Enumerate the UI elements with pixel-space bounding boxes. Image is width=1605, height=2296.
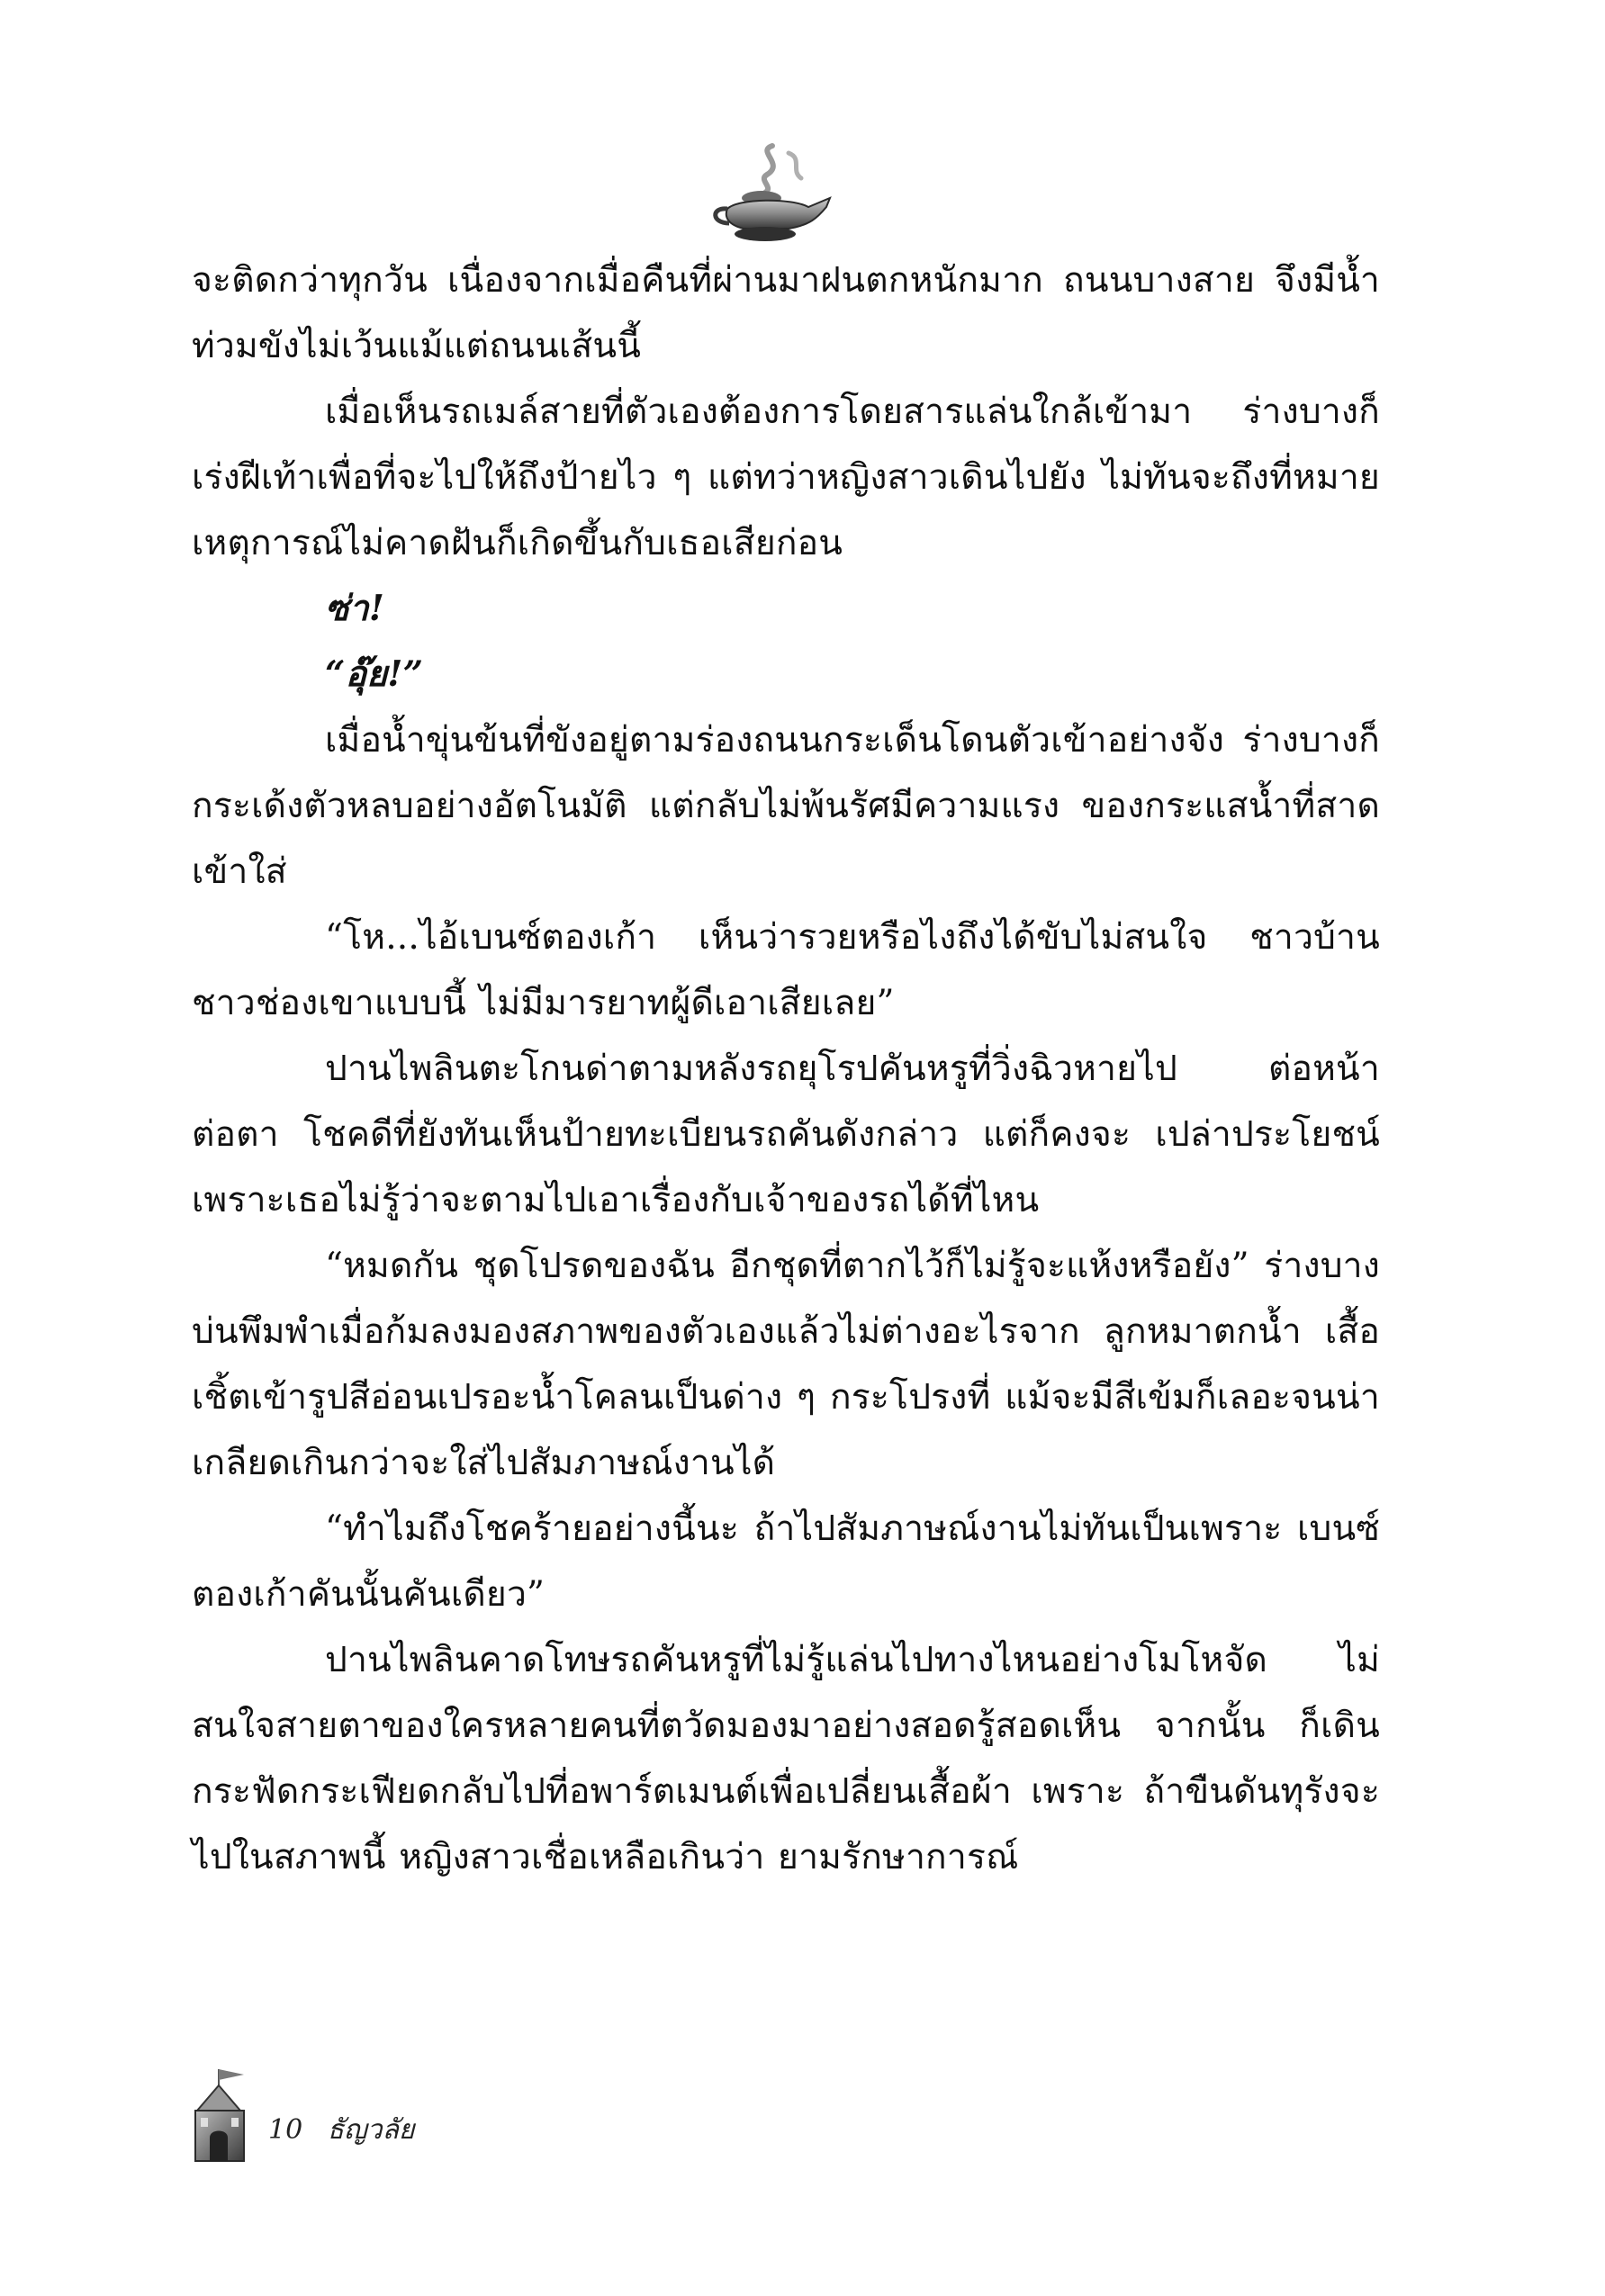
chapter-body [192,248,1380,1890]
lamp-icon [702,135,837,248]
page-number: 10 [268,2114,303,2146]
paragraph: เมื่อน้ำขุ่นข้นที่ขังอยู่ตามร่องถนนกระเด็นโดนตัวเข้าอย่างจัง ร่างบางก็กระเด้งตัวหลบอย่างอัตโนมัติ แต่กลับไม่พ้นรัศมีความแรง ของกระแสน้ำที่สาดเข้าใส่ [192,720,1380,892]
exclamation-line: “อุ๊ย!” [325,653,424,695]
sound-effect-line: ซ่า! [325,588,385,629]
page-footer [192,2066,552,2165]
paragraph: ปานไพลินคาดโทษรถคันหรูที่ไม่รู้แล่นไปทางไหนอย่างโมโหจัด ไม่สนใจสายตาของใครหลายคนที่ตวัดมองมาอย่างสอดรู้สอดเห็น จากนั้น ก็เดินกระฟัดกระเฟียดกลับไปที่อพาร์ตเมนต์เพื่อเปลี่ยนเสื้อผ้า เพราะ ถ้าขืนดันทุรังจะไปในสภาพนี้ หญิงสาวเชื่อเหลือเกินว่า ยามรักษาการณ์ [192,1640,1380,1877]
dialogue-paragraph: “ทำไมถึงโชคร้ายอย่างนี้นะ ถ้าไปสัมภาษณ์งานไม่ทันเป็นเพราะ เบนซ์ตองเก้าคันนั้นคันเดียว” [192,1508,1380,1615]
paragraph: ปานไพลินตะโกนด่าตามหลังรถยุโรปคันหรูที่วิ่งฉิวหายไป ต่อหน้าต่อตา โชคดีที่ยังทันเห็นป้ายทะเบียนรถคันดังกล่าว แต่ก็คงจะ เปล่าประโยชน์ เพราะเธอไม่รู้ว่าจะตามไปเอาเรื่องกับเจ้าของรถได้ที่ไหน [192,1049,1380,1220]
castle-icon [192,2066,264,2165]
footer-caption [268,2109,430,2151]
dialogue-paragraph: “โห...ไอ้เบนซ์ตองเก้า เห็นว่ารวยหรือไงถึงได้ขับไม่สนใจ ชาวบ้านชาวช่องเขาแบบนี้ ไม่มีมารยาทผู้ดีเอาเสียเลย” [192,917,1380,1023]
author-name: ธัญวลัย [327,2114,415,2146]
paragraph: จะติดกว่าทุกวัน เนื่องจากเมื่อคืนที่ผ่านมาฝนตกหนักมาก ถนนบางสาย จึงมีน้ำท่วมขังไม่เว้นแม้แต่ถนนเส้นนี้ [192,260,1380,366]
paragraph: เมื่อเห็นรถเมล์สายที่ตัวเองต้องการโดยสารแล่นใกล้เข้ามา ร่างบางก็เร่งฝีเท้าเพื่อที่จะไปให้ถึงป้ายไว ๆ แต่ทว่าหญิงสาวเดินไปยัง ไม่ทันจะถึงที่หมาย เหตุการณ์ไม่คาดฝันก็เกิดขึ้นกับเธอเสียก่อน [192,392,1380,563]
dialogue-paragraph: “หมดกัน ชุดโปรดของฉัน อีกชุดที่ตากไว้ก็ไม่รู้จะแห้งหรือยัง” ร่างบางบ่นพึมพำเมื่อก้มลงมองสภาพของตัวเองแล้วไม่ต่างอะไรจาก ลูกหมาตกน้ำ เสื้อเชิ้ตเข้ารูปสีอ่อนเปรอะน้ำโคลนเป็นด่าง ๆ กระโปรงที่ แม้จะมีสีเข้มก็เลอะจนน่าเกลียดเกินกว่าจะใส่ไปสัมภาษณ์งานได้ [192,1246,1380,1483]
